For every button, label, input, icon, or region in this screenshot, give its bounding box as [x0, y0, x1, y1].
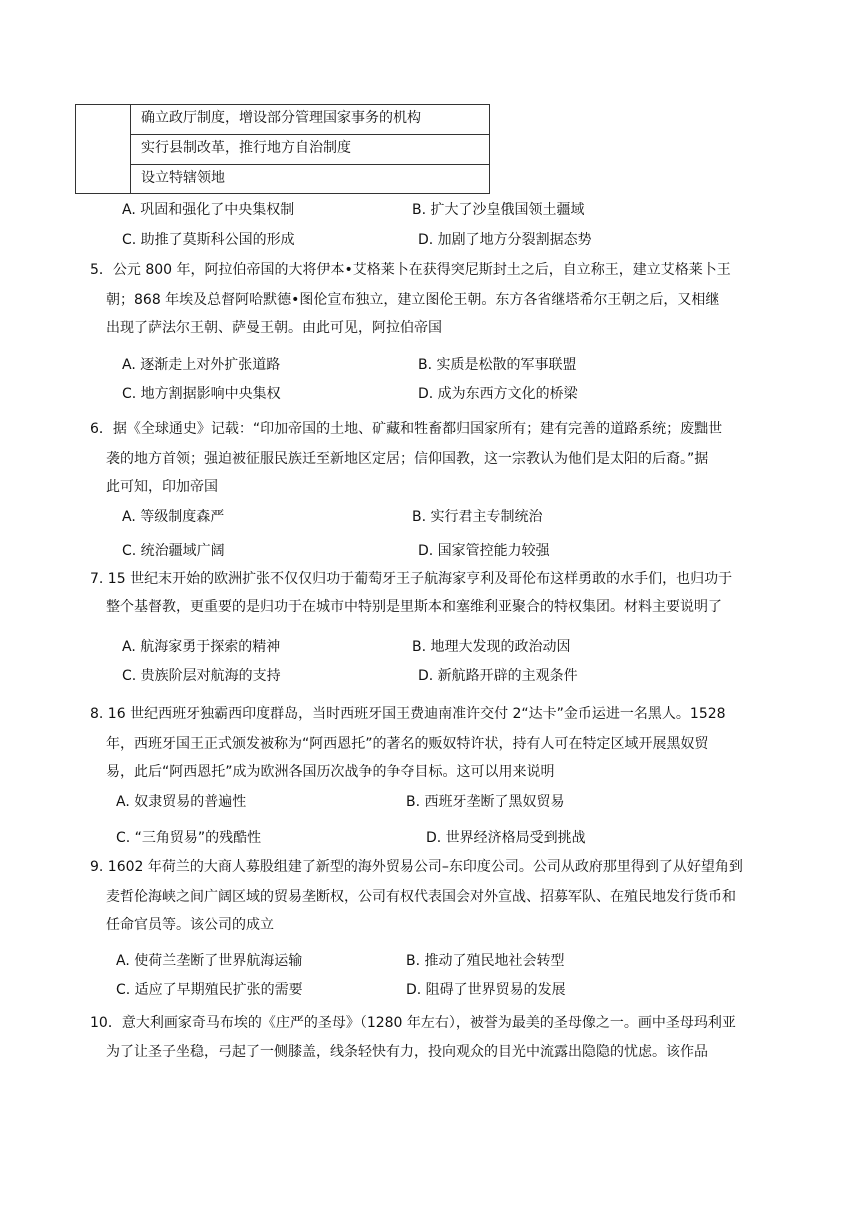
q9-stem-line: 麦哲伦海峡之间广阔区域的贸易垄断权，公司有权代表国会对外宣战、招募军队、在殖民地发行货币和	[106, 889, 736, 905]
q4-option-a[interactable]: A. 巩固和强化了中央集权制	[122, 202, 295, 218]
q7-stem-line: 7. 15 世纪末开始的欧洲扩张不仅仅归功于葡萄牙王子航海家亨利及哥伦布这样勇敢的水手们，也归功于	[90, 571, 733, 587]
q9-option-c[interactable]: C. 适应了早期殖民扩张的需要	[116, 982, 303, 998]
q5-option-c[interactable]: C. 地方割据影响中央集权	[122, 386, 281, 402]
q10-stem-line: 10．意大利画家奇马布埃的《庄严的圣母》（1280 年左右），被誉为最美的圣母像之一。画中圣母玛利亚	[90, 1015, 736, 1031]
q7-option-c[interactable]: C. 贵族阶层对航海的支持	[122, 668, 281, 684]
q4-option-c[interactable]: C. 助推了莫斯科公国的形成	[122, 232, 295, 248]
q4-option-d[interactable]: D. 加剧了地方分裂割据态势	[418, 232, 592, 248]
q7-option-a[interactable]: A. 航海家勇于探索的精神	[122, 639, 281, 655]
q5-option-a[interactable]: A. 逐渐走上对外扩张道路	[122, 357, 281, 373]
q8-option-c[interactable]: C. “三角贸易”的残酷性	[116, 830, 262, 846]
q8-option-d[interactable]: D. 世界经济格局受到挑战	[426, 830, 586, 846]
q9-option-a[interactable]: A. 使荷兰垄断了世界航海运输	[116, 953, 303, 969]
q6-option-d[interactable]: D. 国家管控能力较强	[418, 543, 550, 559]
q6-stem-line: 此可知，印加帝国	[106, 479, 218, 495]
q5-stem-line: 出现了萨法尔王朝、萨曼王朝。由此可见，阿拉伯帝国	[106, 320, 442, 336]
q4-table-row: 实行县制改革，推行地方自治制度	[131, 135, 489, 165]
q4-table	[75, 104, 490, 194]
q4-table-row: 设立特辖领地	[141, 170, 225, 186]
q10-stem-line: 为了让圣子坐稳，弓起了一侧膝盖，线条轻快有力，投向观众的目光中流露出隐隐的忧虑。该作品	[106, 1044, 708, 1060]
q8-stem-line: 年，西班牙国王正式颁发被称为“阿西恩托”的著名的贩奴特许状，持有人可在特定区域开展黑奴贸	[106, 736, 709, 752]
q5-stem-line: 朝；868 年埃及总督阿哈默德•图伦宣布独立，建立图伦王朝。东方各省继塔希尔王朝之后，又相继	[106, 292, 720, 308]
q9-stem-line: 9. 1602 年荷兰的大商人募股组建了新型的海外贸易公司–东印度公司。公司从政府那里得到了从好望角到	[90, 859, 743, 875]
q7-stem-line: 整个基督教，更重要的是归功于在城市中特别是里斯本和塞维利亚聚合的特权集团。材料主要说明了	[106, 599, 722, 615]
q9-option-b[interactable]: B. 推动了殖民地社会转型	[406, 953, 565, 969]
q5-option-d[interactable]: D. 成为东西方文化的桥梁	[418, 386, 578, 402]
q8-option-a[interactable]: A. 奴隶贸易的普遍性	[116, 794, 247, 810]
q4-table-row: 确立政厅制度，增设部分管理国家事务的机构	[131, 105, 489, 135]
q6-stem-line: 6．据《全球通史》记载：“印加帝国的土地、矿藏和牲畜都归国家所有；建有完善的道路系统；废黜世	[90, 421, 723, 437]
q8-option-b[interactable]: B. 西班牙垄断了黑奴贸易	[406, 794, 565, 810]
q6-stem-line: 袭的地方首领；强迫被征服民族迁至新地区定居；信仰国教，这一宗教认为他们是太阳的后裔。”据	[106, 451, 709, 467]
q6-option-c[interactable]: C. 统治疆域广阔	[122, 543, 225, 559]
q7-option-b[interactable]: B. 地理大发现的政治动因	[412, 639, 571, 655]
q6-option-b[interactable]: B. 实行君主专制统治	[412, 509, 543, 525]
q9-stem-line: 任命官员等。该公司的成立	[106, 917, 274, 933]
q4-option-b[interactable]: B. 扩大了沙皇俄国领土疆域	[412, 202, 585, 218]
q4-table-blank-cell	[76, 105, 131, 193]
q6-option-a[interactable]: A. 等级制度森严	[122, 509, 225, 525]
q5-stem-line: 5．公元 800 年，阿拉伯帝国的大将伊本•艾格莱卜在获得突尼斯封土之后，自立称王，建立艾格莱卜王	[90, 262, 731, 278]
q8-stem-line: 易，此后“阿西恩托”成为欧洲各国历次战争的争夺目标。这可以用来说明	[106, 764, 555, 780]
q9-option-d[interactable]: D. 阻碍了世界贸易的发展	[406, 982, 566, 998]
q8-stem-line: 8. 16 世纪西班牙独霸西印度群岛，当时西班牙国王费迪南准许交付 2“达卡”金币运进一名黑人。1528	[90, 706, 726, 722]
q7-option-d[interactable]: D. 新航路开辟的主观条件	[418, 668, 578, 684]
q5-option-b[interactable]: B. 实质是松散的军事联盟	[418, 357, 577, 373]
